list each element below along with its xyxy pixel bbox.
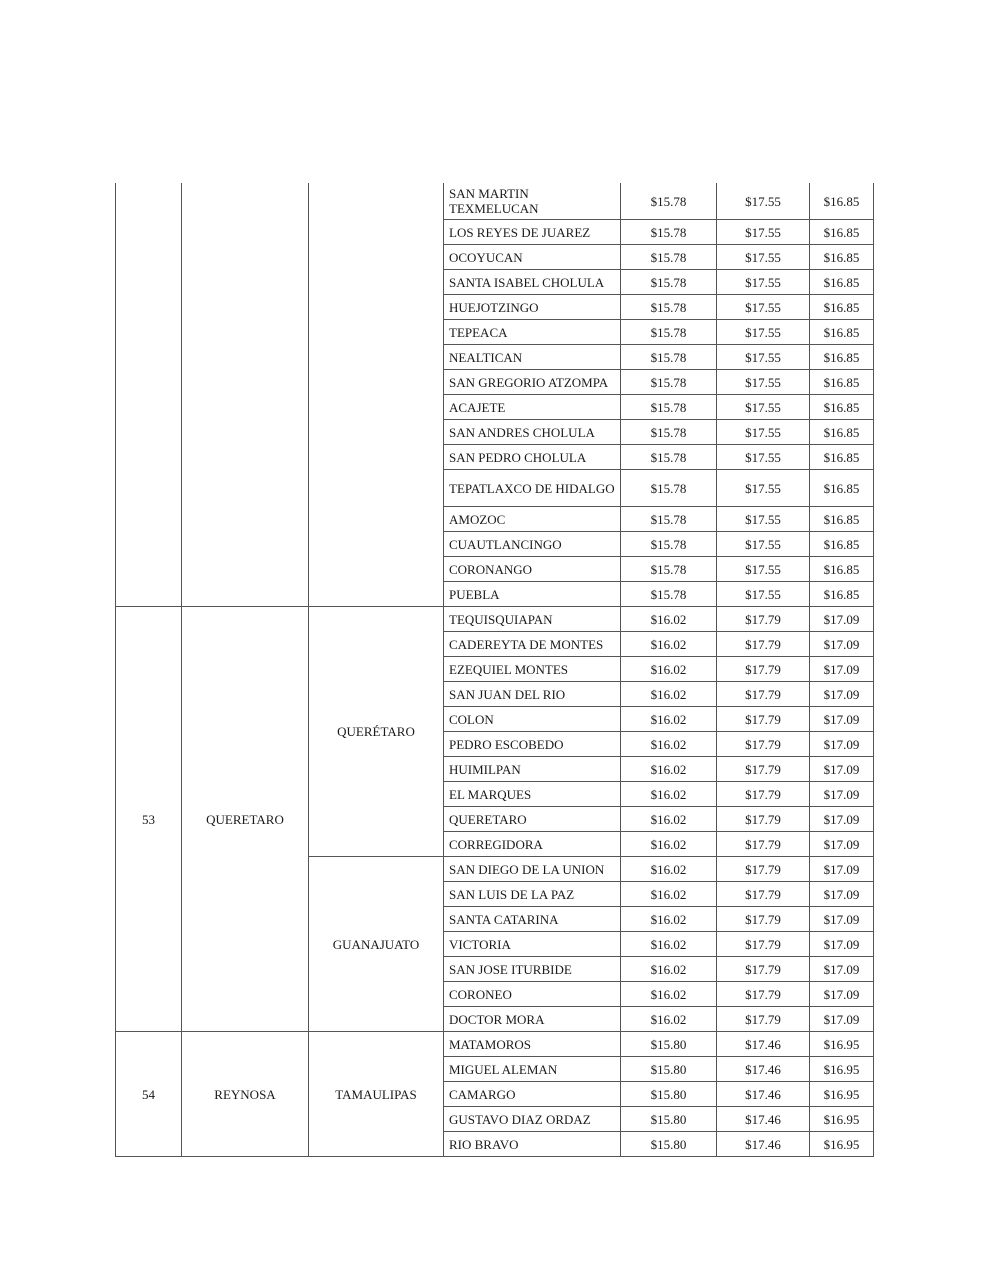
price-3-cell: $16.85 xyxy=(810,270,874,295)
zone-city-cell: QUERETARO xyxy=(182,607,309,1032)
price-1-cell: $16.02 xyxy=(621,832,717,857)
price-2-cell: $17.79 xyxy=(717,807,810,832)
price-2-cell: $17.79 xyxy=(717,982,810,1007)
price-2-cell: $17.79 xyxy=(717,632,810,657)
price-1-cell: $15.80 xyxy=(621,1132,717,1157)
price-2-cell: $17.79 xyxy=(717,907,810,932)
municipality-cell: EZEQUIEL MONTES xyxy=(444,657,621,682)
price-1-cell: $16.02 xyxy=(621,757,717,782)
price-2-cell: $17.55 xyxy=(717,445,810,470)
price-3-cell: $16.85 xyxy=(810,507,874,532)
municipality-cell: SANTA ISABEL CHOLULA xyxy=(444,270,621,295)
price-3-cell: $16.95 xyxy=(810,1057,874,1082)
municipality-cell: CORREGIDORA xyxy=(444,832,621,857)
price-1-cell: $16.02 xyxy=(621,807,717,832)
municipality-cell: AMOZOC xyxy=(444,507,621,532)
municipality-cell: TEPEACA xyxy=(444,320,621,345)
zone-number-cell: 54 xyxy=(116,1032,182,1157)
price-2-cell: $17.79 xyxy=(717,657,810,682)
municipality-cell: EL MARQUES xyxy=(444,782,621,807)
price-3-cell: $17.09 xyxy=(810,632,874,657)
price-table-body xyxy=(116,183,874,1157)
price-1-cell: $15.80 xyxy=(621,1107,717,1132)
price-2-cell: $17.46 xyxy=(717,1082,810,1107)
price-2-cell: $17.79 xyxy=(717,607,810,632)
price-3-cell: $16.85 xyxy=(810,445,874,470)
price-3-cell: $17.09 xyxy=(810,957,874,982)
price-1-cell: $16.02 xyxy=(621,857,717,882)
price-3-cell: $16.85 xyxy=(810,370,874,395)
price-3-cell: $16.95 xyxy=(810,1132,874,1157)
state-cell xyxy=(309,183,444,607)
price-2-cell: $17.46 xyxy=(717,1032,810,1057)
price-2-cell: $17.55 xyxy=(717,183,810,220)
price-1-cell: $16.02 xyxy=(621,1007,717,1032)
municipality-cell: MIGUEL ALEMAN xyxy=(444,1057,621,1082)
price-3-cell: $16.85 xyxy=(810,420,874,445)
price-3-cell: $17.09 xyxy=(810,832,874,857)
price-3-cell: $17.09 xyxy=(810,1007,874,1032)
table-row xyxy=(116,1032,874,1057)
price-3-cell: $16.85 xyxy=(810,582,874,607)
price-1-cell: $16.02 xyxy=(621,932,717,957)
price-3-cell: $16.95 xyxy=(810,1082,874,1107)
price-3-cell: $17.09 xyxy=(810,682,874,707)
price-3-cell: $16.85 xyxy=(810,220,874,245)
price-1-cell: $15.80 xyxy=(621,1032,717,1057)
municipality-cell: VICTORIA xyxy=(444,932,621,957)
municipality-cell: NEALTICAN xyxy=(444,345,621,370)
price-1-cell: $16.02 xyxy=(621,982,717,1007)
price-2-cell: $17.79 xyxy=(717,857,810,882)
price-2-cell: $17.79 xyxy=(717,932,810,957)
price-1-cell: $15.78 xyxy=(621,420,717,445)
price-2-cell: $17.55 xyxy=(717,245,810,270)
price-1-cell: $15.78 xyxy=(621,395,717,420)
price-3-cell: $16.85 xyxy=(810,295,874,320)
price-3-cell: $17.09 xyxy=(810,757,874,782)
price-3-cell: $17.09 xyxy=(810,982,874,1007)
municipality-cell: OCOYUCAN xyxy=(444,245,621,270)
zone-city-cell xyxy=(182,183,309,607)
price-2-cell: $17.55 xyxy=(717,270,810,295)
municipality-cell: CORONANGO xyxy=(444,557,621,582)
price-3-cell: $17.09 xyxy=(810,857,874,882)
price-1-cell: $15.78 xyxy=(621,370,717,395)
municipality-cell: SAN DIEGO DE LA UNION xyxy=(444,857,621,882)
municipality-cell: RIO BRAVO xyxy=(444,1132,621,1157)
municipality-cell: SANTA CATARINA xyxy=(444,907,621,932)
municipality-cell: SAN MARTIN TEXMELUCAN xyxy=(444,183,621,220)
price-3-cell: $16.85 xyxy=(810,395,874,420)
price-1-cell: $16.02 xyxy=(621,957,717,982)
municipality-cell: SAN JOSE ITURBIDE xyxy=(444,957,621,982)
price-1-cell: $15.80 xyxy=(621,1082,717,1107)
state-cell: TAMAULIPAS xyxy=(309,1032,444,1157)
municipality-cell: PUEBLA xyxy=(444,582,621,607)
municipality-cell: HUIMILPAN xyxy=(444,757,621,782)
price-2-cell: $17.79 xyxy=(717,882,810,907)
municipality-cell: QUERETARO xyxy=(444,807,621,832)
municipality-cell: SAN JUAN DEL RIO xyxy=(444,682,621,707)
price-2-cell: $17.55 xyxy=(717,582,810,607)
price-2-cell: $17.55 xyxy=(717,557,810,582)
price-2-cell: $17.79 xyxy=(717,832,810,857)
price-2-cell: $17.55 xyxy=(717,320,810,345)
price-3-cell: $17.09 xyxy=(810,782,874,807)
table-row xyxy=(116,607,874,632)
municipality-cell: SAN ANDRES CHOLULA xyxy=(444,420,621,445)
price-table xyxy=(115,183,874,1157)
price-3-cell: $16.95 xyxy=(810,1107,874,1132)
price-1-cell: $15.78 xyxy=(621,183,717,220)
municipality-cell: TEQUISQUIAPAN xyxy=(444,607,621,632)
state-cell: QUERÉTARO xyxy=(309,607,444,857)
price-2-cell: $17.55 xyxy=(717,395,810,420)
price-3-cell: $16.85 xyxy=(810,557,874,582)
price-1-cell: $16.02 xyxy=(621,782,717,807)
municipality-cell: SAN LUIS DE LA PAZ xyxy=(444,882,621,907)
price-3-cell: $16.85 xyxy=(810,532,874,557)
municipality-cell: CADEREYTA DE MONTES xyxy=(444,632,621,657)
price-1-cell: $15.78 xyxy=(621,532,717,557)
municipality-cell: PEDRO ESCOBEDO xyxy=(444,732,621,757)
price-1-cell: $15.78 xyxy=(621,445,717,470)
price-3-cell: $17.09 xyxy=(810,657,874,682)
price-2-cell: $17.46 xyxy=(717,1057,810,1082)
price-2-cell: $17.55 xyxy=(717,532,810,557)
municipality-cell: CAMARGO xyxy=(444,1082,621,1107)
price-1-cell: $16.02 xyxy=(621,882,717,907)
price-3-cell: $16.85 xyxy=(810,345,874,370)
price-3-cell: $17.09 xyxy=(810,882,874,907)
price-2-cell: $17.55 xyxy=(717,507,810,532)
price-1-cell: $15.78 xyxy=(621,507,717,532)
price-1-cell: $15.78 xyxy=(621,270,717,295)
price-2-cell: $17.79 xyxy=(717,682,810,707)
price-2-cell: $17.46 xyxy=(717,1132,810,1157)
price-1-cell: $16.02 xyxy=(621,657,717,682)
municipality-cell: TEPATLAXCO DE HIDALGO xyxy=(444,470,621,507)
price-2-cell: $17.55 xyxy=(717,295,810,320)
price-3-cell: $17.09 xyxy=(810,732,874,757)
price-2-cell: $17.55 xyxy=(717,220,810,245)
municipality-cell: CORONEO xyxy=(444,982,621,1007)
price-1-cell: $16.02 xyxy=(621,907,717,932)
price-2-cell: $17.79 xyxy=(717,732,810,757)
price-3-cell: $17.09 xyxy=(810,807,874,832)
price-1-cell: $15.78 xyxy=(621,295,717,320)
municipality-cell: SAN GREGORIO ATZOMPA xyxy=(444,370,621,395)
municipality-cell: GUSTAVO DIAZ ORDAZ xyxy=(444,1107,621,1132)
price-3-cell: $17.09 xyxy=(810,907,874,932)
municipality-cell: COLON xyxy=(444,707,621,732)
price-1-cell: $16.02 xyxy=(621,732,717,757)
price-1-cell: $15.78 xyxy=(621,345,717,370)
price-2-cell: $17.55 xyxy=(717,420,810,445)
municipality-cell: LOS REYES DE JUAREZ xyxy=(444,220,621,245)
zone-city-cell: REYNOSA xyxy=(182,1032,309,1157)
price-3-cell: $17.09 xyxy=(810,607,874,632)
table-row xyxy=(116,183,874,220)
zone-number-cell xyxy=(116,183,182,607)
price-3-cell: $17.09 xyxy=(810,932,874,957)
price-3-cell: $16.85 xyxy=(810,245,874,270)
price-1-cell: $15.80 xyxy=(621,1057,717,1082)
price-3-cell: $16.85 xyxy=(810,320,874,345)
price-2-cell: $17.79 xyxy=(717,957,810,982)
price-3-cell: $16.95 xyxy=(810,1032,874,1057)
price-1-cell: $15.78 xyxy=(621,470,717,507)
price-2-cell: $17.55 xyxy=(717,345,810,370)
price-1-cell: $15.78 xyxy=(621,320,717,345)
price-2-cell: $17.79 xyxy=(717,707,810,732)
municipality-cell: CUAUTLANCINGO xyxy=(444,532,621,557)
zone-number-cell: 53 xyxy=(116,607,182,1032)
municipality-cell: SAN PEDRO CHOLULA xyxy=(444,445,621,470)
price-1-cell: $15.78 xyxy=(621,557,717,582)
municipality-cell: MATAMOROS xyxy=(444,1032,621,1057)
price-3-cell: $16.85 xyxy=(810,470,874,507)
price-1-cell: $16.02 xyxy=(621,707,717,732)
price-3-cell: $17.09 xyxy=(810,707,874,732)
price-1-cell: $15.78 xyxy=(621,220,717,245)
price-2-cell: $17.46 xyxy=(717,1107,810,1132)
price-3-cell: $16.85 xyxy=(810,183,874,220)
price-2-cell: $17.79 xyxy=(717,757,810,782)
price-1-cell: $16.02 xyxy=(621,607,717,632)
state-cell: GUANAJUATO xyxy=(309,857,444,1032)
price-2-cell: $17.55 xyxy=(717,370,810,395)
price-2-cell: $17.79 xyxy=(717,1007,810,1032)
price-2-cell: $17.79 xyxy=(717,782,810,807)
price-1-cell: $16.02 xyxy=(621,632,717,657)
price-1-cell: $15.78 xyxy=(621,245,717,270)
municipality-cell: ACAJETE xyxy=(444,395,621,420)
municipality-cell: HUEJOTZINGO xyxy=(444,295,621,320)
price-2-cell: $17.55 xyxy=(717,470,810,507)
price-1-cell: $15.78 xyxy=(621,582,717,607)
municipality-cell: DOCTOR MORA xyxy=(444,1007,621,1032)
price-1-cell: $16.02 xyxy=(621,682,717,707)
